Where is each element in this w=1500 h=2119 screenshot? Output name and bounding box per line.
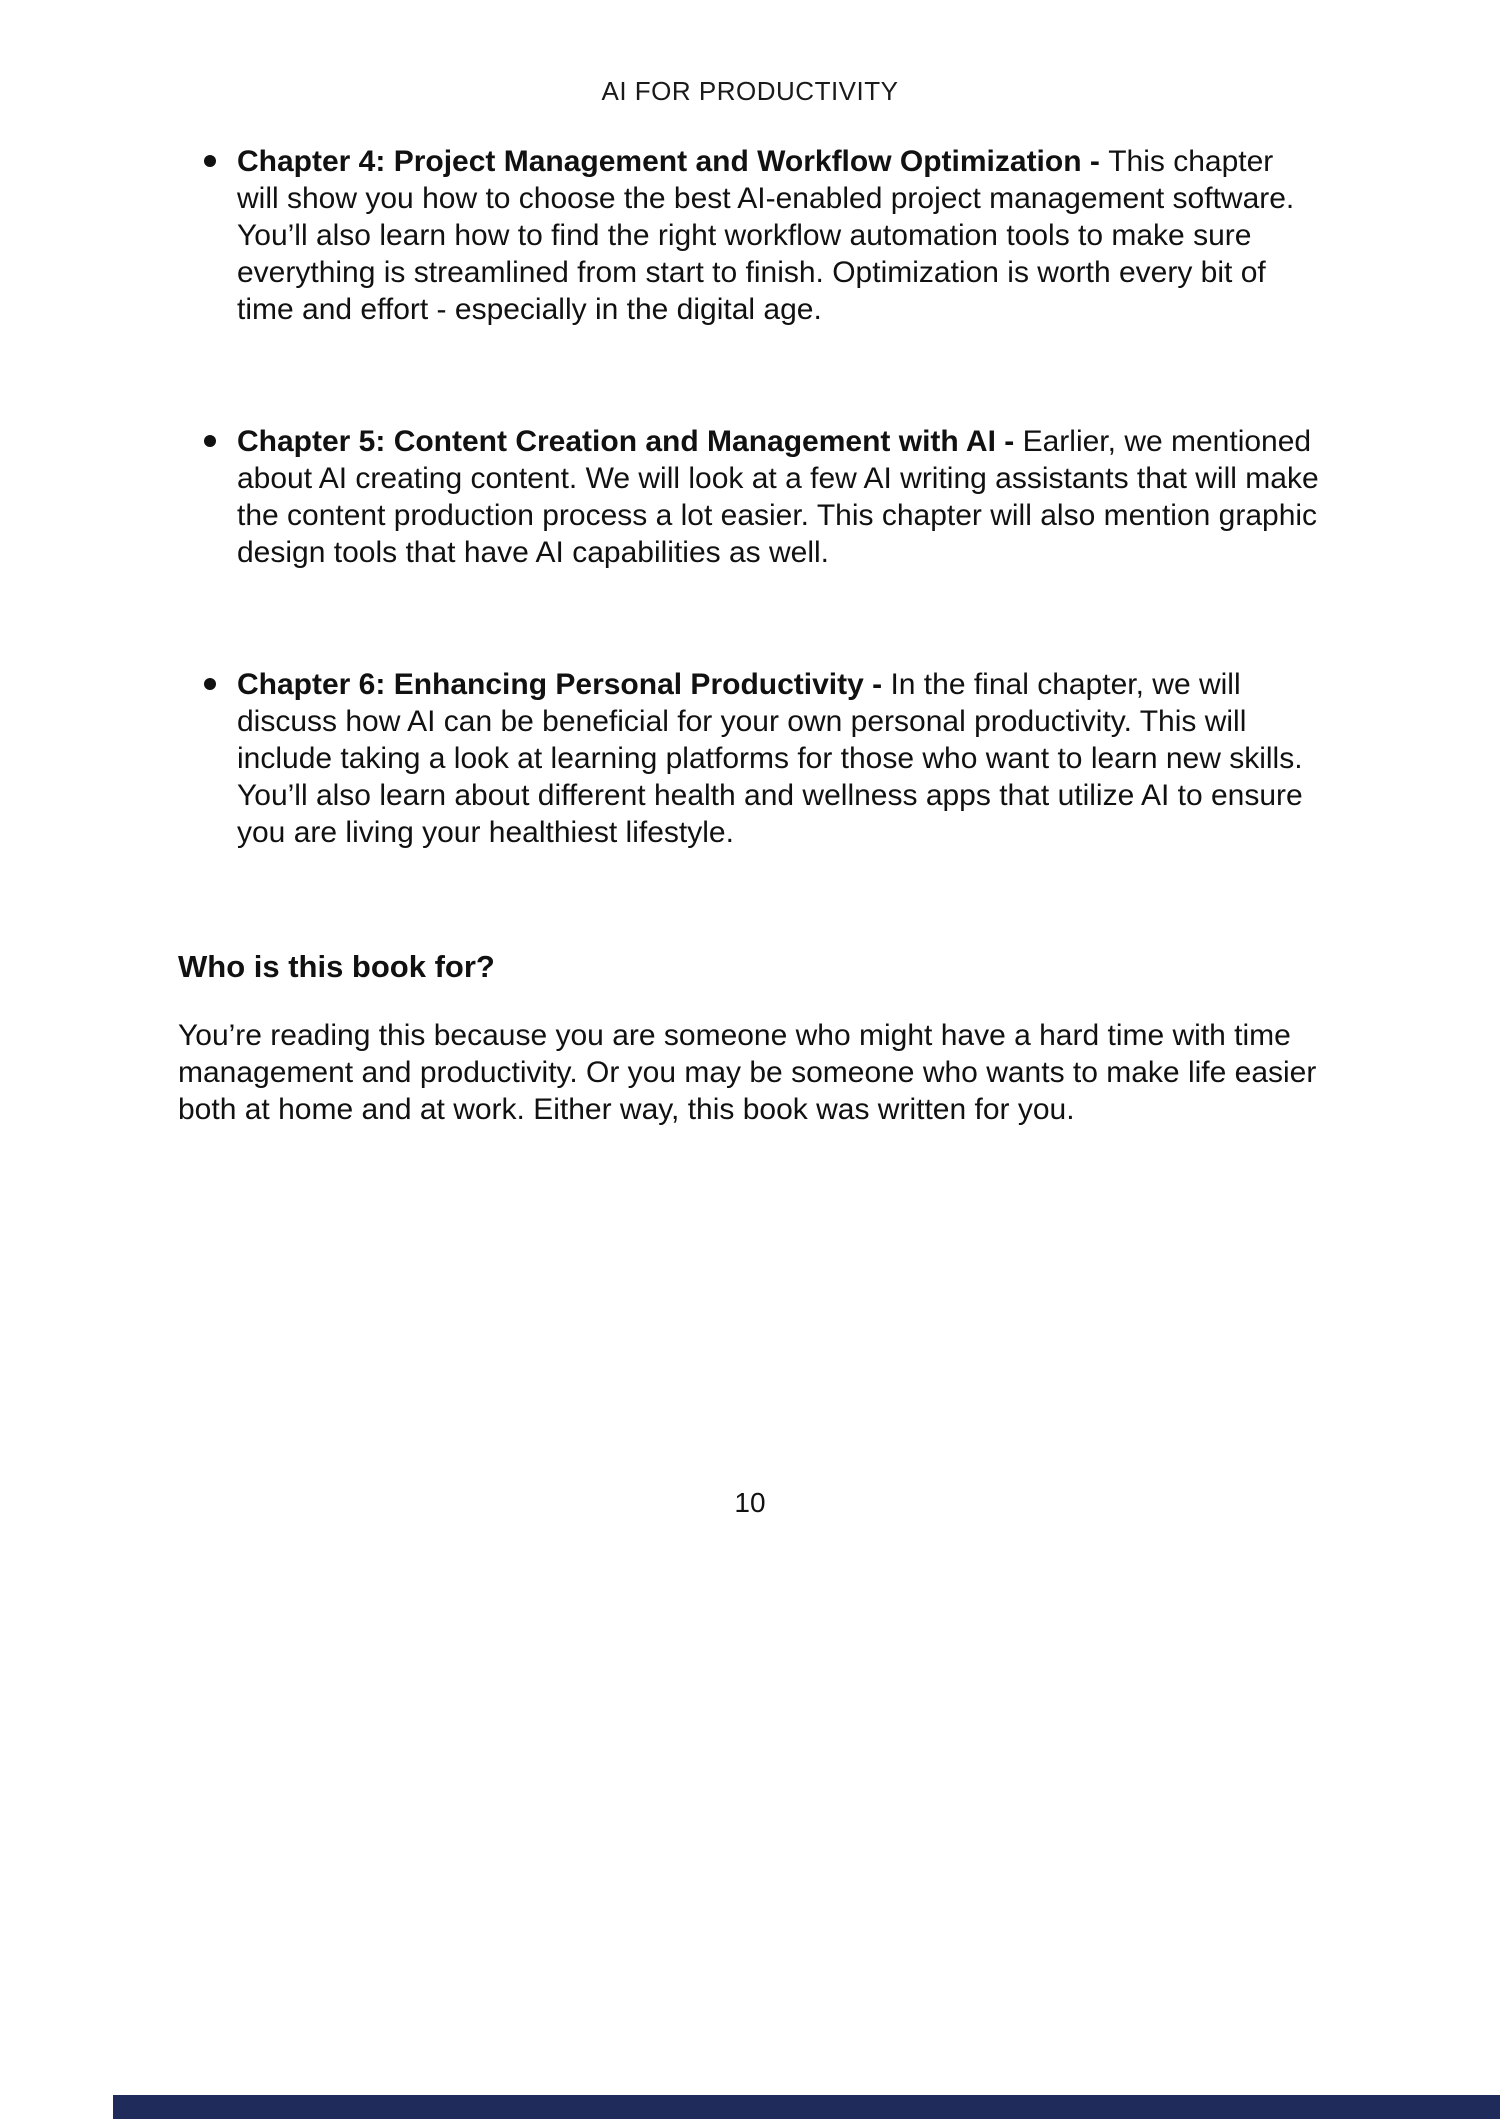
list-item (178, 423, 1320, 571)
page-number: 10 (734, 1487, 766, 1518)
chapter-description: This chapter will show you how to choose the best AI-enabled project management software. You’ll also learn how to find the right workflow automation tools to make sure everything is streamlined from start to finish. Optimization is worth every bit of time and effort - especially in the digital age. (237, 145, 1295, 326)
bullet-icon (204, 678, 216, 690)
page-header: AI FOR PRODUCTIVITY (601, 76, 899, 106)
section-heading: Who is this book for? (178, 949, 495, 984)
chapter-text (237, 423, 1320, 571)
chapter-title: Chapter 6: Enhancing Personal Productivity - (237, 668, 891, 701)
list-item (178, 143, 1320, 328)
chapter-title: Chapter 5: Content Creation and Management with AI - (237, 425, 1023, 458)
chapter-description: Earlier, we mentioned about AI creating content. We will look at a few AI writing assistants that will make the content production process a lot easier. This chapter will also mention graphic design tools that have AI capabilities as well. (237, 425, 1319, 569)
bullet-cell (178, 143, 237, 167)
chapter-title: Chapter 4: Project Management and Workflow Optimization - (237, 145, 1109, 178)
bullet-cell (178, 423, 237, 447)
page-content (178, 143, 1320, 1128)
chapter-description: In the final chapter, we will discuss how AI can be beneficial for your own personal productivity. This will include taking a look at learning platforms for those who want to learn new skills. You’ll also learn about different health and wellness apps that utilize AI to ensure you are living your healthiest lifestyle. (237, 668, 1303, 849)
section-paragraph: You’re reading this because you are someone who might have a hard time with time management and productivity. Or you may be someone who wants to make life easier both at home and at work. Either way, this book was written for you. (178, 1019, 1317, 1126)
bullet-cell (178, 666, 237, 690)
footer-bar (113, 2095, 1500, 2119)
bullet-icon (204, 155, 216, 167)
list-item (178, 666, 1320, 851)
bullet-icon (204, 435, 216, 447)
chapter-list (178, 143, 1320, 851)
chapter-text (237, 666, 1320, 851)
chapter-text (237, 143, 1320, 328)
